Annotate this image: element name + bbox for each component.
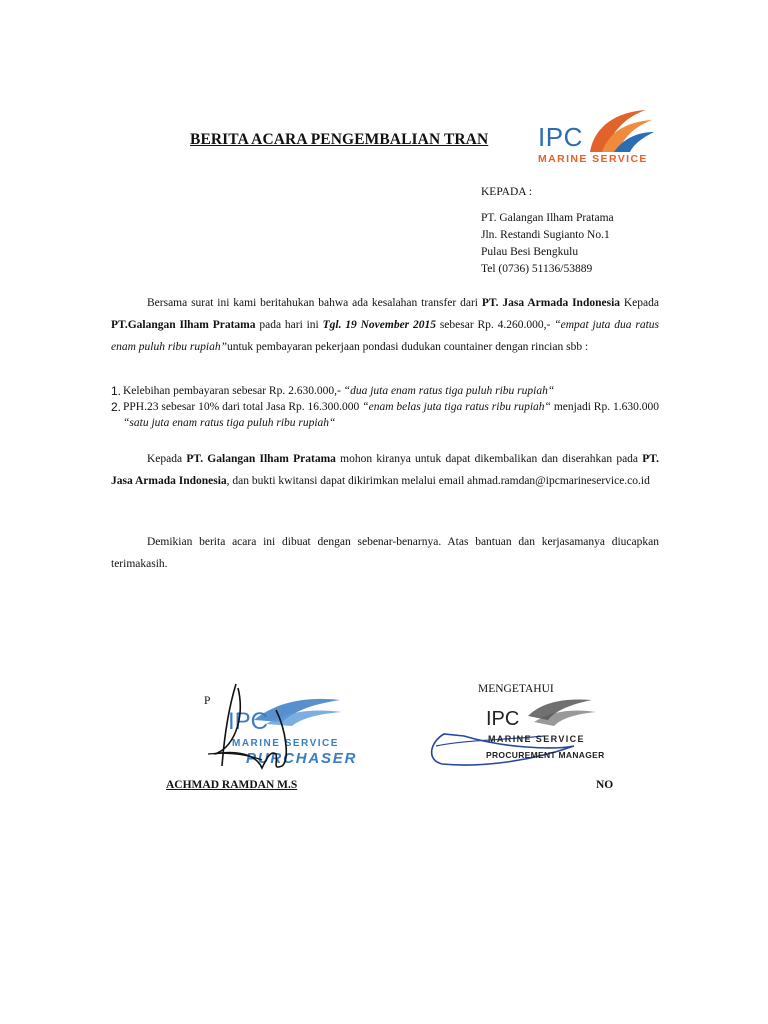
p1-text: Kepada: [620, 297, 659, 309]
stamp-role: PURCHASER: [246, 750, 358, 767]
body-paragraph-3: [111, 531, 659, 575]
p2-text: Kepada: [147, 453, 187, 465]
addressee-line: Tel (0736) 51136/53889: [481, 263, 593, 275]
purchaser-stamp: [206, 680, 358, 780]
body-paragraph-1: [111, 292, 659, 358]
addressee-line: Jln. Restandi Sugianto No.1: [481, 229, 610, 241]
p2-text: mohon kiranya untuk dapat dikembalikan dan diserahkan pada: [335, 453, 643, 465]
p1-text: pada hari ini: [255, 319, 323, 331]
list-number: 2.: [111, 400, 122, 414]
handwritten-signature: [206, 680, 346, 780]
stamp-line: MARINE SERVICE: [232, 738, 339, 749]
stamp-brand: IPC: [486, 708, 520, 730]
p1-text: Bersama surat ini kami beritahukan bahwa ada kesalahan transfer dari: [147, 297, 482, 309]
list-italic: “dua juta enam ratus tiga puluh ribu rupiah“: [343, 385, 555, 397]
list-text: PPH.23 sebesar 10% dari total Jasa Rp. 16.300.000: [123, 401, 363, 413]
addressee-line: Pulau Besi Bengkulu: [481, 246, 579, 258]
left-signature-label: P: [204, 695, 211, 707]
p2-bold: PT. Galangan Ilham Pratama: [186, 453, 336, 465]
p2-text: , dan bukti kwitansi dapat dikirimkan melalui email ahmad.ramdan@ipcmarineservice.co.id: [226, 475, 650, 487]
addressee-label: KEPADA :: [481, 186, 533, 198]
p1-bold-sender: PT. Jasa Armada Indonesia: [481, 297, 621, 309]
right-signature-label: MENGETAHUI: [478, 683, 554, 695]
logo-brand: IPC: [538, 122, 583, 152]
list-text: menjadi Rp. 1.630.000: [550, 401, 660, 413]
list-italic: “enam belas juta tiga ratus ribu rupiah“: [362, 401, 551, 413]
logo-tagline: MARINE SERVICE: [538, 153, 648, 165]
addressee-line: PT. Galangan Ilham Pratama: [481, 212, 614, 224]
body-paragraph-2: [111, 448, 659, 492]
right-signatory-name: NO: [596, 779, 614, 791]
list-italic: “satu juta enam ratus tiga puluh ribu rupiah“: [123, 417, 336, 429]
stamp-line: MARINE SERVICE: [488, 734, 585, 744]
p1-text: sebesar Rp. 4.260.000,-: [436, 319, 555, 331]
stamp-role: PROCUREMENT MANAGER: [486, 750, 605, 760]
list-item: [111, 399, 659, 431]
p1-amount-words: “empat juta dua ratus enam puluh ribu rupiah”: [111, 319, 659, 353]
ipc-marine-service-logo: [536, 108, 660, 170]
procurement-stamp: [424, 690, 604, 785]
addressee-block: [481, 184, 614, 278]
list-item: [111, 383, 659, 399]
p1-bold-recipient: PT.Galangan Ilham Pratama: [111, 319, 256, 331]
p3-text: Demikian berita acara ini dibuat dengan sebenar-benarnya. Atas bantuan dan kerjasamanya diucapkan terimakasih.: [111, 536, 659, 570]
list-number: 1.: [111, 384, 122, 398]
p1-text: untuk pembayaran pekerjaan pondasi dudukan countainer dengan rincian sbb :: [226, 341, 589, 353]
document-title: BERITA ACARA PENGEMBALIAN TRAN: [190, 131, 489, 148]
list-text: Kelebihan pembayaran sebesar Rp. 2.630.000,-: [123, 385, 344, 397]
left-signatory-name: ACHMAD RAMDAN M.S: [166, 779, 298, 791]
p2-bold: PT. Jasa Armada Indonesia: [111, 453, 659, 487]
p1-date: Tgl. 19 November 2015: [322, 319, 436, 331]
stamp-brand: IPC: [228, 708, 269, 735]
detail-list: [111, 383, 659, 431]
logo-wave-icon: [584, 108, 656, 154]
